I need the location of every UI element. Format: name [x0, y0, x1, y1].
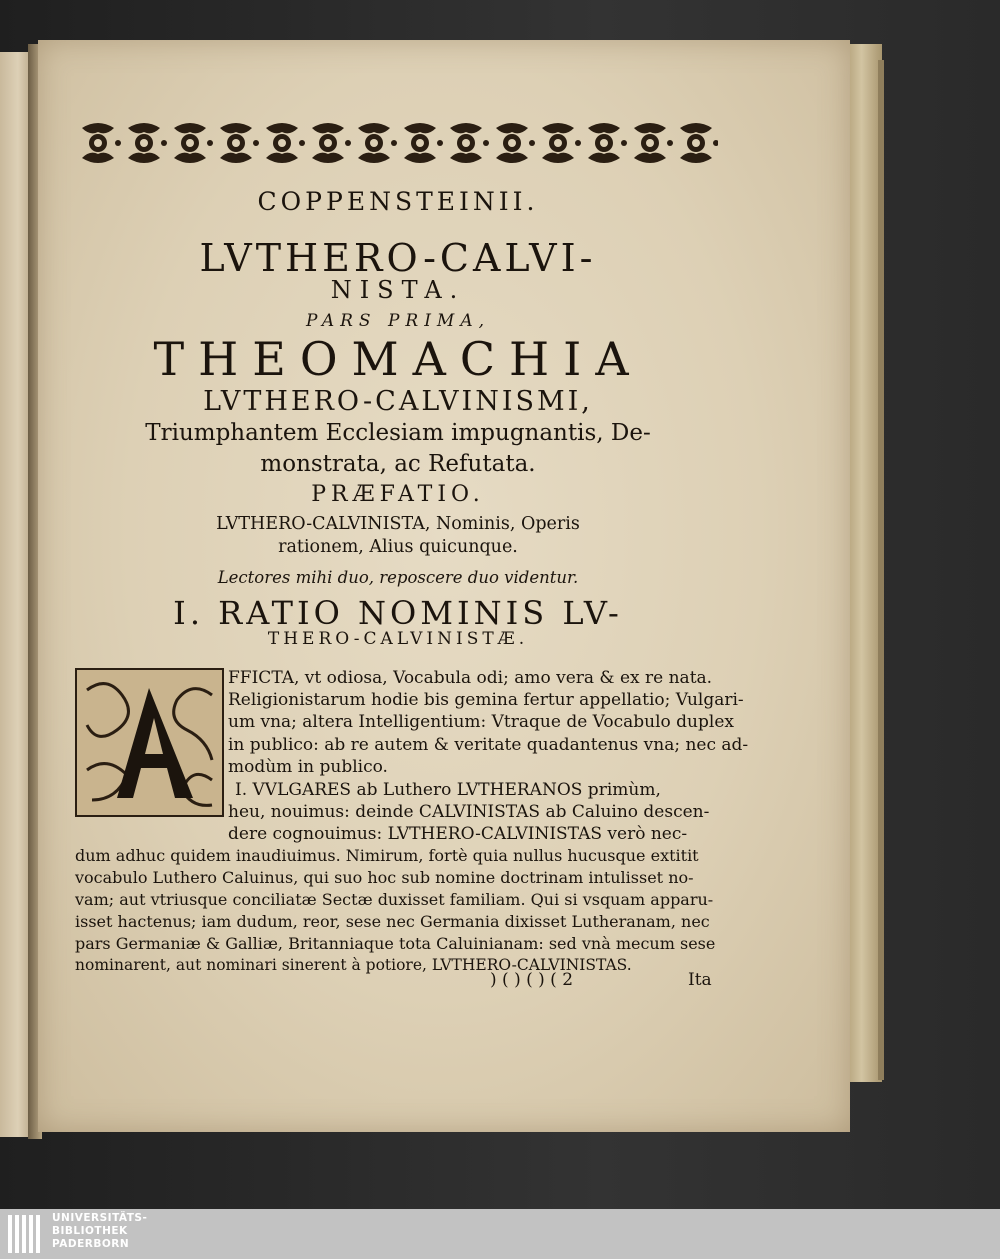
body-line: I. VVLGARES ab Luthero LVTHERANOS primùm, — [235, 780, 661, 800]
body-line: heu, nouimus: deinde CALVINISTAS ab Caluino descen- — [228, 802, 710, 822]
section-title: THEOMACHIA — [153, 332, 643, 386]
body-line: isset hactenus; iam dudum, reor, sese nec Germania dixisset Lutheranam, nec — [75, 912, 710, 931]
cover-edge — [878, 60, 884, 1080]
main-title-line-2: NISTA. — [330, 276, 466, 304]
body-line: vam; aut vtriusque conciliatæ Sectæ duxisset familiam. Qui si vsquam apparu- — [75, 890, 714, 909]
body-line: modùm in publico. — [228, 757, 388, 777]
page-stack-edge — [848, 44, 882, 1082]
preface-line-3: Lectores mihi duo, reposcere duo videntur. — [217, 568, 579, 587]
body-line: vocabulo Luthero Caluinus, qui suo hoc sub nomine doctrinam intulisset no- — [75, 868, 694, 887]
library-name-line-2: BIBLIOTHEK — [52, 1225, 128, 1237]
catchword: Ita — [688, 970, 712, 990]
chapter-heading-line-2: THERO-CALVINISTÆ. — [267, 629, 529, 649]
main-title-line-1: LVTHERO-CALVI- — [199, 236, 597, 280]
library-footer — [0, 1209, 1000, 1259]
description-line-2: monstrata, ac Refutata. — [260, 451, 536, 477]
part-label: PARS PRIMA, — [305, 311, 491, 331]
library-name-line-3: PADERBORN — [52, 1238, 130, 1250]
ornamental-headpiece — [78, 118, 718, 168]
preface-heading: PRÆFATIO. — [311, 482, 485, 507]
preface-line-1: LVTHERO-CALVINISTA, Nominis, Operis — [216, 514, 580, 534]
body-line: um vna; altera Intelligentium: Vtraque de Vocabulo duplex — [228, 712, 734, 732]
library-name — [52, 1212, 147, 1251]
library-logo-icon — [6, 1213, 46, 1255]
chapter-heading-line-1: I. RATIO NOMINIS LV- — [173, 594, 623, 632]
signature-mark: ) ( ) ( ) ( 2 — [490, 970, 574, 990]
body-line: dum adhuc quidem inaudiuimus. Nimirum, fortè quia nullus hucusque extitit — [75, 846, 699, 865]
body-line: Religionistarum hodie bis gemina fertur appellatio; Vulgari- — [228, 690, 744, 710]
decorated-initial-a — [75, 668, 224, 817]
library-name-line-1: UNIVERSITÄTS- — [52, 1212, 148, 1224]
preface-line-2: rationem, Alius quicunque. — [278, 537, 518, 557]
section-subtitle: LVTHERO-CALVINISMI, — [203, 386, 593, 417]
body-line: nominarent, aut nominari sinerent à potiore, LVTHERO-CALVINISTAS. — [75, 956, 632, 974]
body-line: FFICTA, vt odiosa, Vocabula odi; amo vera & ex re nata. — [228, 668, 713, 688]
body-line: in publico: ab re autem & veritate quadantenus vna; nec ad- — [228, 735, 749, 755]
body-line: pars Germaniæ & Galliæ, Britanniaque tota Caluinianam: sed vnà mecum sese — [75, 934, 716, 953]
body-line: dere cognouimus: LVTHERO-CALVINISTAS verò nec- — [228, 824, 688, 844]
author-title: COPPENSTEINII. — [257, 187, 539, 216]
description-line-1: Triumphantem Ecclesiam impugnantis, De- — [145, 420, 651, 446]
